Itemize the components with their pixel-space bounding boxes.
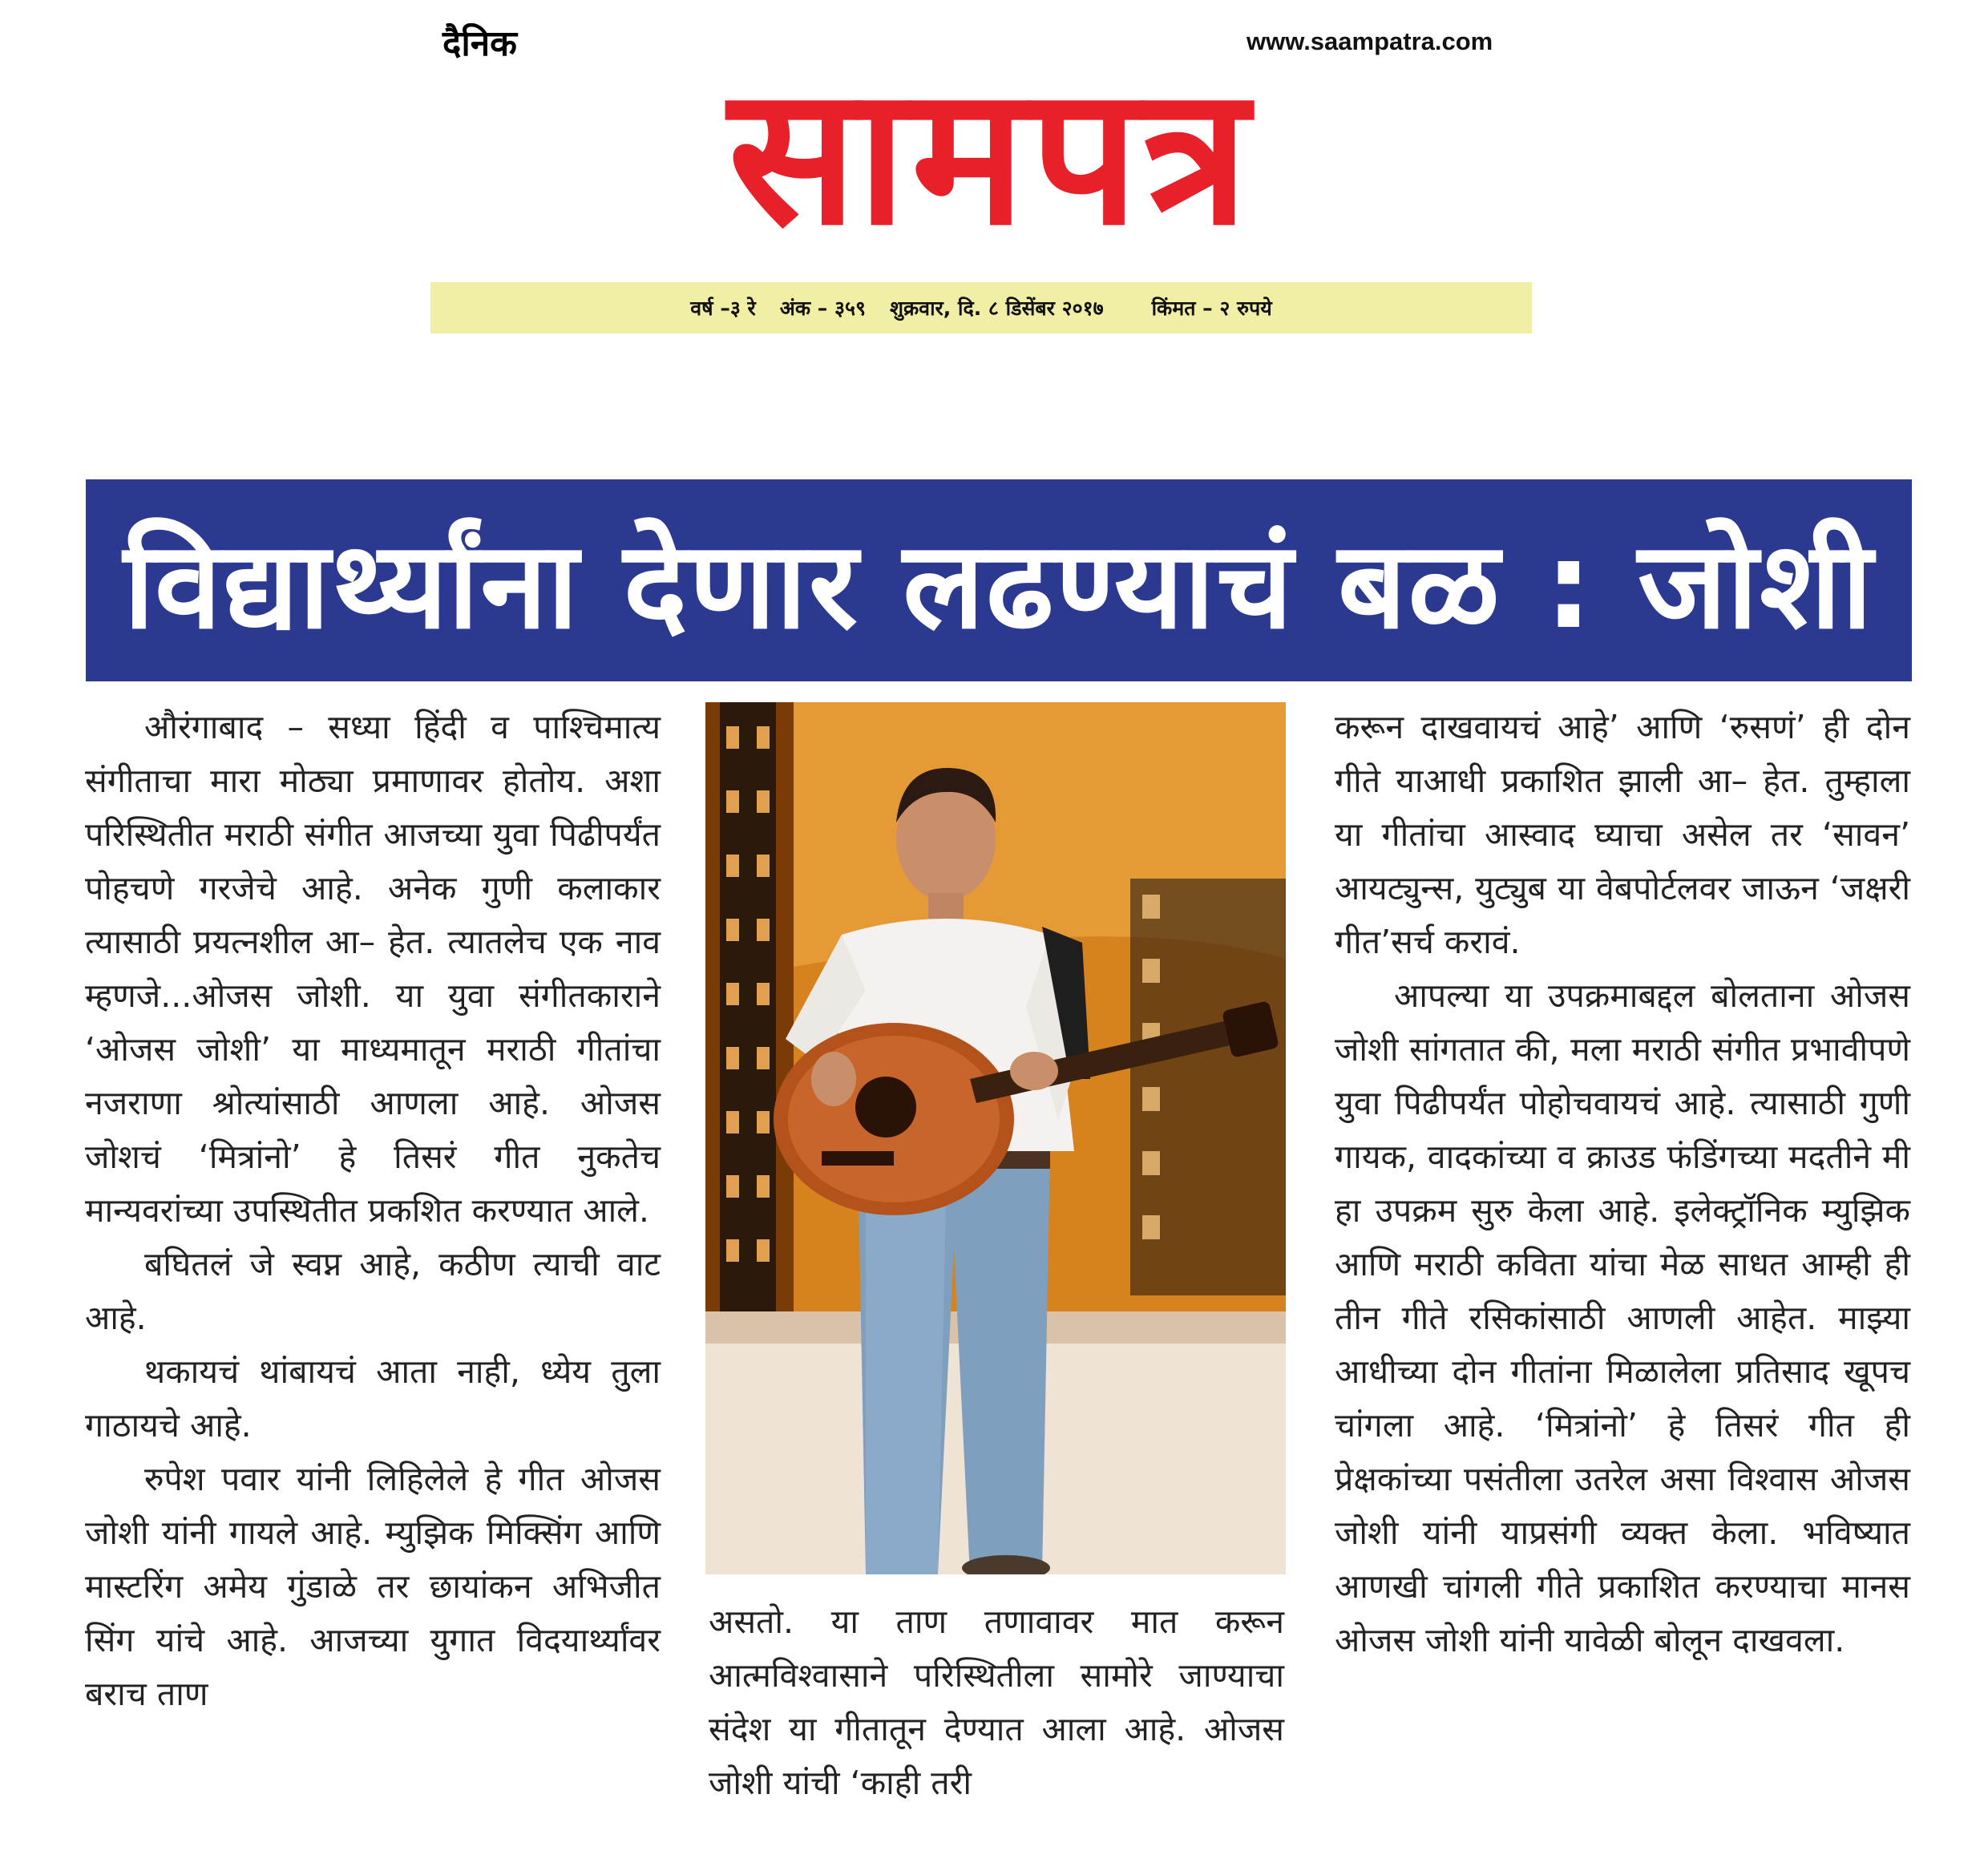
website-url: www.saampatra.com xyxy=(1247,27,1493,55)
article-column-right xyxy=(1335,701,1910,1815)
article-paragraph: थकायचं थांबायचं आता नाही, ध्येय तुला गाठायचे आहे. xyxy=(85,1352,661,1445)
issue-info-bar xyxy=(430,282,1532,333)
article-paragraph: रुपेश पवार यांनी लिहिलेले हे गीत ओजस जोशी यांनी गायले आहे. म्युझिक मिक्सिंग आणि मास्टरिंग अमेय गुंडाळे तर छायांकन अभिजीत सिंग यांचे आहे. आजच्या युगात विदयार्थ्यांवर बराच ताण xyxy=(85,1460,661,1713)
issue-date: शुक्रवार, दि. ८ डिसेंबर २०१७ xyxy=(889,297,1104,320)
masthead-title: सामपत्र xyxy=(728,63,1254,252)
issue-number: अंक – ३५९ xyxy=(779,297,866,320)
article-paragraph: करून दाखवायचं आहे’ आणि ‘रुसणं’ ही दोन गीते याआधी प्रकाशित झाली आ– हेत. तुम्हाला या गीतांचा आस्वाद घ्याचा असेल तर ‘सावन’ आयट्युन्स, युट्युब या वेबपोर्टलवर जाऊन ‘जक्षरी गीत’सर्च करावं. xyxy=(1335,708,1910,961)
article-column-middle xyxy=(709,1595,1284,1812)
masthead-prefix: दैनिक xyxy=(442,23,517,64)
article-column-left xyxy=(85,701,661,1815)
article-headline: विद्यार्थ्यांना देणार लढण्याचं बळ : जोशी xyxy=(86,479,1912,681)
issue-year: वर्ष –३ रे xyxy=(690,297,756,320)
article-paragraph: औरंगाबाद – सध्या हिंदी व पाश्चिमात्य संगीताचा मारा मोठ्या प्रमाणावर होतोय. अशा परिस्थितीत मराठी संगीत आजच्या युवा पिढीपर्यंत पोहचणे गरजेचे आहे. अनेक गुणी कलाकार त्यासाठी प्रयत्नशील आ– हेत. त्यातलेच एक नाव म्हणजे...ओजस जोशी. या युवा संगीतकाराने ‘ओजस जोशी’ या माध्यमातून मराठी गीतांचा नजराणा श्रोत्यांसाठी आणला आहे. ओजस जोशचं ‘मित्रांनो’ हे तिसरं गीत नुकतेच मान्यवरांच्या उपस्थितीत प्रकशित करण्यात आले. xyxy=(85,708,661,1230)
article-photo xyxy=(705,702,1286,1574)
article-paragraph: आपल्या या उपक्रमाबद्दल बोलताना ओजस जोशी सांगतात की, मला मराठी संगीत प्रभावीपणे युवा पिढीपर्यंत पोहोचवायचं आहे. त्यासाठी गुणी गायक, वादकांच्या व क्राउड फंडिंगच्या मदतीने मी हा उपक्रम सुरु केला आहे. इलेक्ट्रॉनिक म्युझिक आणि मराठी कविता यांचा मेळ साधत आम्ही ही तीन गीते रसिकांसाठी आणली आहेत. माझ्या आधीच्या दोन गीतांना मिळालेला प्रतिसाद खूपच चांगला आहे. ‘मित्रांनो’ हे तिसरं गीत ही प्रेक्षकांच्या पसंतीला उतरेल असा विश्वास ओजस जोशी यांनी याप्रसंगी व्यक्त केला. भविष्यात आणखी चांगली गीते प्रकाशित करण्याचा मानस ओजस जोशी यांनी यावेळी बोलून दाखवला. xyxy=(1335,976,1910,1659)
article-paragraph: असतो. या ताण तणावावर मात करून आत्मविश्वासाने परिस्थितीला सामोरे जाण्याचा संदेश या गीतातून देण्यात आला आहे. ओजस जोशी यांची ‘काही तरी xyxy=(709,1602,1284,1802)
issue-price: किंमत – २ रुपये xyxy=(1151,297,1272,320)
article-paragraph: बघितलं जे स्वप्न आहे, कठीण त्याची वाट आहे. xyxy=(85,1245,661,1337)
